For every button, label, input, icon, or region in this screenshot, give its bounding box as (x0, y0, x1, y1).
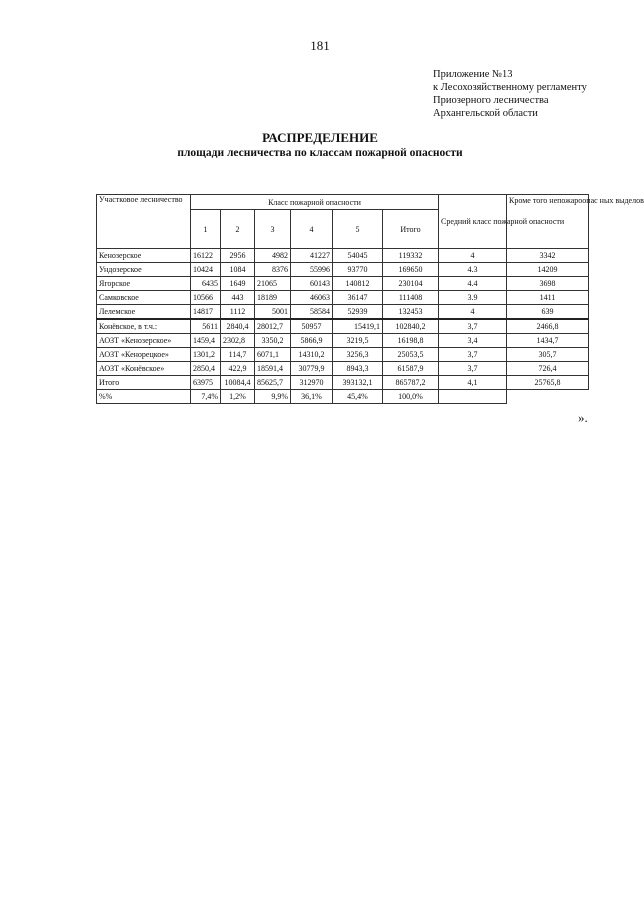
cell-forestry: %% (97, 390, 191, 404)
header-class-3: 3 (255, 210, 291, 249)
cell-value: 4982 (255, 249, 291, 263)
header-except: Кроме того непожароопас ных выделов (507, 195, 589, 249)
header-class-1: 1 (191, 210, 221, 249)
cell-value: 102840,2 (383, 319, 439, 334)
table-row-percent (97, 390, 589, 404)
cell-value: 2840,4 (221, 319, 255, 334)
cell-value: 1112 (221, 305, 255, 320)
cell-value: 3350,2 (255, 334, 291, 348)
cell-value: 2302,8 (221, 334, 255, 348)
cell-value: 8376 (255, 263, 291, 277)
cell-value: 169650 (383, 263, 439, 277)
cell-empty (507, 390, 589, 404)
cell-value: 230104 (383, 277, 439, 291)
cell-value: 443 (221, 291, 255, 305)
cell-value: 15419,1 (333, 319, 383, 334)
cell-value: 132453 (383, 305, 439, 320)
cell-value: 3698 (507, 277, 589, 291)
cell-value: 16198,8 (383, 334, 439, 348)
cell-value: 2850,4 (191, 362, 221, 376)
cell-value: 3,7 (439, 348, 507, 362)
cell-forestry: АОЗТ «Кенозерское» (97, 334, 191, 348)
cell-value: 111408 (383, 291, 439, 305)
document-title: РАСПРЕДЕЛЕНИЕ (262, 130, 378, 145)
cell-value: 3,7 (439, 319, 507, 334)
cell-value: 4.3 (439, 263, 507, 277)
cell-value: 2466,8 (507, 319, 589, 334)
cell-value: 30779,9 (291, 362, 333, 376)
cell-value: 1411 (507, 291, 589, 305)
cell-value: 4.4 (439, 277, 507, 291)
cell-value: 10084,4 (221, 376, 255, 390)
annex-note (433, 68, 587, 120)
cell-value: 55996 (291, 263, 333, 277)
table-row (97, 249, 589, 263)
header-avg-class: Средний класс пожарной опасности (439, 195, 507, 249)
cell-value: 3219,5 (333, 334, 383, 348)
cell-forestry: Лелемское (97, 305, 191, 320)
cell-value: 3.9 (439, 291, 507, 305)
cell-value: 63975 (191, 376, 221, 390)
cell-forestry: АОЗТ «Кенорецкое» (97, 348, 191, 362)
cell-value: 60143 (291, 277, 333, 291)
table-row (97, 291, 589, 305)
cell-value: 6071,1 (255, 348, 291, 362)
cell-value: 25053,5 (383, 348, 439, 362)
cell-value: 18189 (255, 291, 291, 305)
table-row (97, 362, 589, 376)
cell-value: 61587,9 (383, 362, 439, 376)
cell-value: 393132,1 (333, 376, 383, 390)
cell-value: 10424 (191, 263, 221, 277)
cell-value: 1,2% (221, 390, 255, 404)
cell-value: 2956 (221, 249, 255, 263)
cell-forestry: АОЗТ «Конёвское» (97, 362, 191, 376)
cell-value: 18591,4 (255, 362, 291, 376)
header-total: Итого (383, 210, 439, 249)
cell-empty (439, 390, 507, 404)
fire-class-table (96, 194, 644, 404)
cell-value: 3342 (507, 249, 589, 263)
cell-value: 1301,2 (191, 348, 221, 362)
cell-value: 1459,4 (191, 334, 221, 348)
cell-value: 52939 (333, 305, 383, 320)
table-row (97, 277, 589, 291)
cell-value: 93770 (333, 263, 383, 277)
cell-value: 100,0% (383, 390, 439, 404)
cell-value: 639 (507, 305, 589, 320)
cell-value: 5001 (255, 305, 291, 320)
cell-forestry: Ягорское (97, 277, 191, 291)
header-class-group: Класс пожарной опасности (191, 195, 439, 210)
cell-value: 5611 (191, 319, 221, 334)
cell-value: 6435 (191, 277, 221, 291)
cell-value: 10566 (191, 291, 221, 305)
cell-value: 9,9% (255, 390, 291, 404)
annex-line: Приозерного лесничества (433, 95, 549, 106)
cell-value: 54045 (333, 249, 383, 263)
table-row-total (97, 376, 589, 390)
cell-value: 16122 (191, 249, 221, 263)
cell-value: 45,4% (333, 390, 383, 404)
annex-line: к Лесохозяйственному регламенту (433, 82, 587, 93)
cell-value: 1649 (221, 277, 255, 291)
header-forestry: Участковое лесничество (97, 195, 191, 249)
cell-forestry: Самковское (97, 291, 191, 305)
cell-value: 21065 (255, 277, 291, 291)
cell-value: 726,4 (507, 362, 589, 376)
cell-forestry: Ундозерское (97, 263, 191, 277)
cell-value: 36147 (333, 291, 383, 305)
table-row (97, 334, 589, 348)
cell-value: 8943,3 (333, 362, 383, 376)
cell-value: 50957 (291, 319, 333, 334)
table-row (97, 319, 589, 334)
cell-value: 58584 (291, 305, 333, 320)
cell-forestry: Кенозерское (97, 249, 191, 263)
cell-value: 312970 (291, 376, 333, 390)
cell-value: 5866,9 (291, 334, 333, 348)
page-number: 181 (310, 38, 330, 53)
cell-value: 3,7 (439, 362, 507, 376)
cell-value: 140812 (333, 277, 383, 291)
cell-value: 305,7 (507, 348, 589, 362)
cell-value: 14209 (507, 263, 589, 277)
cell-value: 422,9 (221, 362, 255, 376)
cell-value: 25765,8 (507, 376, 589, 390)
header-class-5: 5 (333, 210, 383, 249)
header-class-4: 4 (291, 210, 333, 249)
cell-value: 28012,7 (255, 319, 291, 334)
cell-value: 1434,7 (507, 334, 589, 348)
cell-value: 36,1% (291, 390, 333, 404)
cell-value: 4 (439, 305, 507, 320)
table-row (97, 305, 589, 320)
table-row (97, 263, 589, 277)
cell-value: 4,1 (439, 376, 507, 390)
cell-value: 4 (439, 249, 507, 263)
cell-value: 865787,2 (383, 376, 439, 390)
cell-value: 3,4 (439, 334, 507, 348)
cell-forestry: Конёвское, в т.ч.: (97, 319, 191, 334)
cell-value: 41227 (291, 249, 333, 263)
cell-value: 114,7 (221, 348, 255, 362)
cell-value: 1084 (221, 263, 255, 277)
table-row (97, 348, 589, 362)
header-class-2: 2 (221, 210, 255, 249)
cell-value: 14310,2 (291, 348, 333, 362)
cell-forestry: Итого (97, 376, 191, 390)
cell-value: 119332 (383, 249, 439, 263)
cell-value: 7,4% (191, 390, 221, 404)
annex-line: Архангельской области (433, 108, 538, 119)
cell-value: 14817 (191, 305, 221, 320)
cell-value: 85625,7 (255, 376, 291, 390)
annex-line: Приложение №13 (433, 69, 513, 80)
document-subtitle: площади лесничества по классам пожарной опасности (177, 147, 463, 159)
cell-value: 3256,3 (333, 348, 383, 362)
cell-value: 46063 (291, 291, 333, 305)
closing-quote: ». (578, 410, 588, 425)
